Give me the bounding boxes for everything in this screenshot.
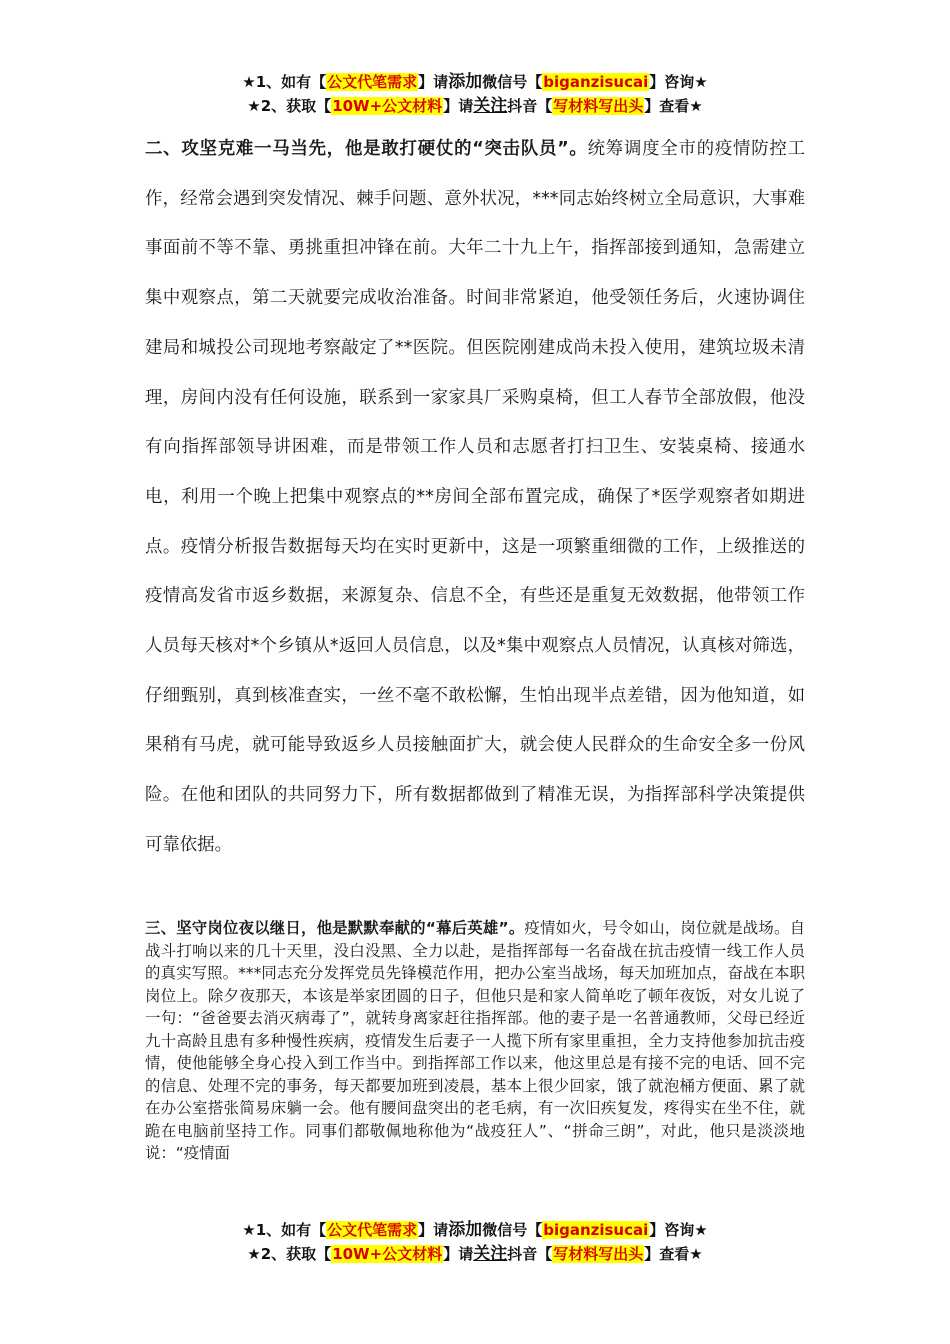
banner-line-1: ★1、如有【公文代笔需求】请添加微信号【biganzisucai】咨询★ xyxy=(242,1220,708,1240)
section-2-body: 统筹调度全市的疫情防控工作，经常会遇到突发情况、棘手问题、意外状况，***同志始终树立全局意识，大事难事面前不等不靠、勇挑重担冲锋在前。大年二十九上午，指挥部接到通知，急需建立集中观察点，第二天就要完成收治准备。时间非常紧迫，他受领任务后，火速协调住建局和城投公司现地考察敲定了**医院。但医院刚建成尚未投入使用，建筑垃圾未清理，房间内没有任何设施，联系到一家家具厂采购桌椅，但工人春节全部放假，他没有向指挥部领导讲困难，而是带领工作人员和志愿者打扫卫生、安装桌椅、接通水电，利用一个晚上把集中观察点的**房间全部布置完成，确保了*医学观察者如期进点。疫情分析报告数据每天均在实时更新中，这是一项繁重细微的工作，上级推送的疫情高发省市返乡数据，来源复杂、信息不全，有些还是重复无效数据，他带领工作人员每天核对*个乡镇从*返回人员信息，以及*集中观察点人员情况，认真核对筛选，仔细甄别，真到核准查实，一丝不毫不敢松懈，生怕出现半点差错，因为他知道，如果稍有马虎，就可能导致返乡人员接触面扩大，就会使人民群众的生命安全多一份风险。在他和团队的共同努力下，所有数据都做到了精准无误，为指挥部科学决策提供可靠依据。 xyxy=(145,139,805,855)
star-icon: ★ xyxy=(242,1221,256,1239)
highlight-text: biganzisucai xyxy=(543,1221,649,1239)
section-3-body: 疫情如火，号令如山，岗位就是战场。自战斗打响以来的几十天里，没白没黑、全力以赴，是指挥部每一名奋战在抗击疫情一线工作人员的真实写照。***同志充分发挥党员先锋模范作用，把办公室当战场，每天加班加点，奋战在本职岗位上。除夕夜那天，本该是举家团圆的日子，但他只是和家人简单吃了顿年夜饭，对女儿说了一句：“爸爸要去消灭病毒了”，就转身离家赶往指挥部。他的妻子是一名普通教师，父母已经近九十高龄且患有多种慢性疾病，疫情发生后妻子一人揽下所有家里重担，全力支持他参加抗击疫情，使他能够全身心投入到工作当中。到指挥部工作以来，他这里总是有接不完的电话、回不完的信息、处理不完的事务，每天都要加班到凌晨，基本上很少回家，饿了就泡桶方便面、累了就在办公室搭张简易床躺一会。他有腰间盘突出的老毛病，有一次旧疾复发，疼得实在坐不住，就跪在电脑前坚持工作。同事们都敬佩地称他为“战疫狂人”、“拼命三朗”，对此，他只是淡淡地说：“疫情面 xyxy=(145,919,805,1162)
highlight-text: 写材料写出头 xyxy=(553,97,644,115)
section-2-heading: 二、攻坚克难一马当先，他是敢打硬仗的“突击队员”。 xyxy=(145,139,588,159)
highlight-text: 10W+公文材料 xyxy=(332,1245,443,1263)
banner-top xyxy=(0,70,950,118)
star-icon: ★ xyxy=(247,1245,261,1263)
section-2-paragraph xyxy=(145,125,805,871)
highlight-text: 写材料写出头 xyxy=(553,1245,644,1263)
banner-line-2: ★2、获取【10W+公文材料】请关注抖音【写材料写出头】查看★ xyxy=(247,1244,703,1264)
banner-line-2: ★2、获取【10W+公文材料】请关注抖音【写材料写出头】查看★ xyxy=(247,96,703,116)
highlight-text: 公文代笔需求 xyxy=(327,1221,418,1239)
banner-bottom xyxy=(0,1218,950,1266)
section-3-heading: 三、坚守岗位夜以继日，他是默默奉献的“幕后英雄”。 xyxy=(145,919,525,937)
star-icon: ★ xyxy=(242,73,256,91)
banner-line-1: ★1、如有【公文代笔需求】请添加微信号【biganzisucai】咨询★ xyxy=(242,72,708,92)
section-3-paragraph xyxy=(145,917,805,1165)
star-icon: ★ xyxy=(247,97,261,115)
highlight-text: 公文代笔需求 xyxy=(327,73,418,91)
highlight-text: 10W+公文材料 xyxy=(332,97,443,115)
highlight-text: biganzisucai xyxy=(543,73,649,91)
